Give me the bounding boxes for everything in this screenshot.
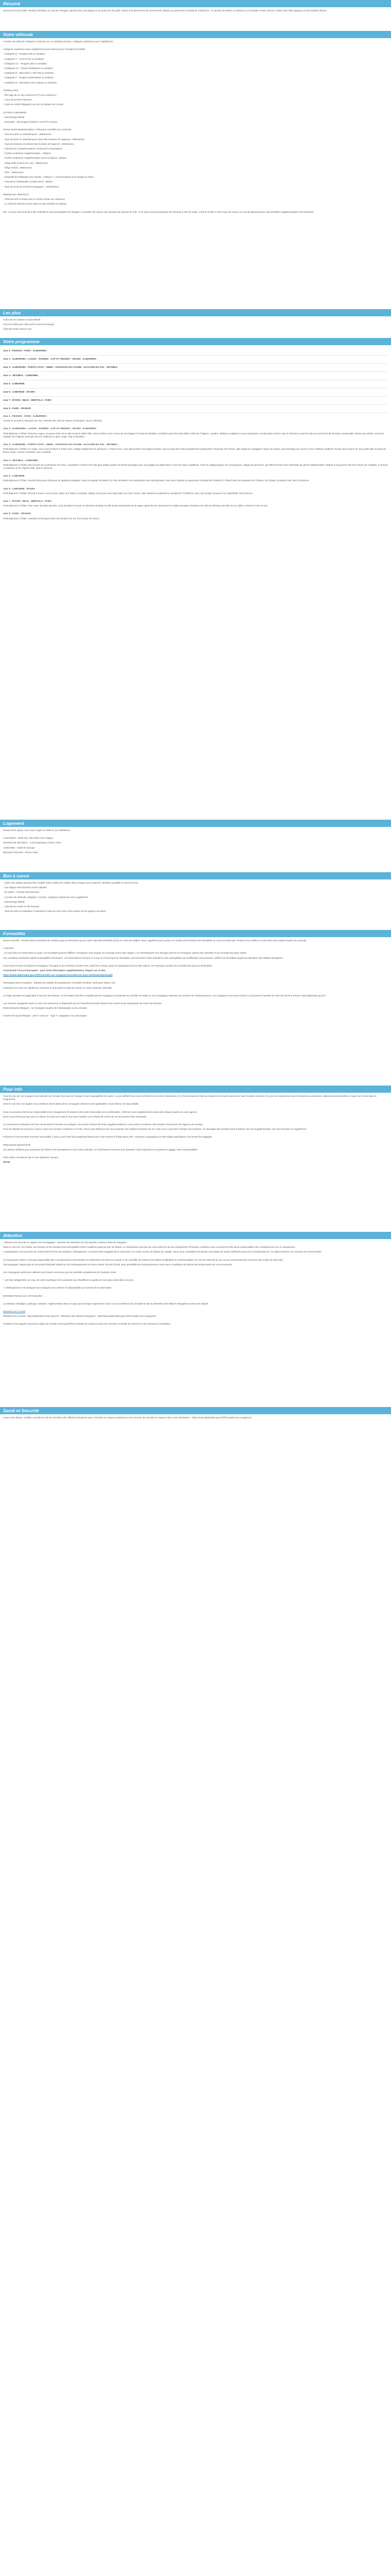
day-text: Petit-déjeuner à l'hôtel. Journée libre pour découvrir la capitale portugaise. Dans le quartier de Belém, la Tour de Belém et le Monastère des Hiéronymites, tous deux classés au patrimoine mondial de l'UNESCO. Flânez dans les quartiers de l'Alfama, du Chiado, du Bairro Alto. Nuit à Lisbonne.	[3, 479, 310, 482]
formalities-text: Passeport en cours de validité (au minimum 6 mois après la date de retour) ou carte nationale d'identité.	[3, 986, 112, 989]
formalities-text: Ressortissants étrangers : se renseigner auprès de l'ambassade ou du consulat.	[3, 1007, 88, 1010]
info-text: Votre séjour est assuré par le tour-opérateur suivant :	[3, 1156, 59, 1159]
attention-text: La situation climatique, politique, sanitaire, réglementaire dans un pays peut changer rapidement. Nous vous conseillons de consulter le site du Ministère des Affaires étrangères avant votre départ.	[3, 1302, 209, 1305]
list-item: - Taxe de livraison en dehors des horaires de l'agence : 35€/service.	[3, 142, 75, 145]
program-day[interactable]: Jour 4 : SETUBAL - LISBONNE	[3, 372, 388, 380]
list-item: - Ordre des étapes pouvant être modifié mais nombre de nuitées dans chaque zone respecté. Itinéraire possible en sens inverse.	[3, 882, 139, 884]
health-ministry-link[interactable]: Ministère de la Santé	[3, 1310, 26, 1313]
program-day[interactable]: Jour 3 : ALBUFEIRA - PORTO COVO - SINES - SANTIAGO DO CACEM - ALCACER DO SAL - SETUBAL	[3, 364, 388, 372]
info-text: Tous les prix de nos voyages sont calculés sur la base d'un taux de change et sont susceptibles de varier. Le prix définitif vous sera confirmé lors de votre réservation. Ils n'incluent pas les frais de dossier et les taxes aériennes. Sauf mention contraire, les prix ne comprennent pas les boissons, pourboires, dépenses personnelles et repas non inclus dans le programme.	[3, 1095, 378, 1101]
attention-section	[0, 1232, 391, 1407]
list-item: - Kilométrage illimité.	[3, 900, 25, 903]
list-item: Choix de vos visites en toute liberté	[3, 318, 41, 321]
list-item: - Catégorie B : Peugeot 208 ou similaire.	[3, 53, 46, 56]
highlights-header: Les plus	[0, 309, 391, 316]
formalities-text: La règle suivante est applicable à tous les formulaires : le formulaire doit être complété par les voyageurs et présenté au contrôle de santé ou à la compagnie aérienne au moment de l'embarquement. Les voyageurs sont tenus d'avoir ce document à portée de main lors de leur arrivée. www.diplomatie.gouv.fr	[3, 994, 326, 997]
program-day[interactable]: Jour 2 : ALBUFEIRA - LAGOS - SAGRES - CAP ST VINCENT - SILVES - ALBUFEIRA	[3, 355, 388, 364]
formalities-header: Formalités	[0, 930, 391, 937]
list-item: - Siège enfant : 35€/service.	[3, 166, 33, 169]
good-to-know-header: Bon à savoir	[0, 872, 391, 879]
attention-text: Ministère de la Santé : http://solidarites-sante.gouv.fr/ - Ministère des Affaires étrangères : http://www.diplomatie.gouv.fr/fr/conseils-aux-voyageurs/	[3, 1315, 156, 1318]
list-item: - Catégorie C2 : Citroën Multispace ou similaire.	[3, 67, 54, 70]
vehicle-header: Votre véhicule	[0, 31, 391, 38]
list-item: - Assurances CDW et TW incluses.	[3, 905, 40, 908]
attention-text: Toutefois il est rappelé qu'aucune région du monde n'est aujourd'hui exempte de risques et qu'il est vivement conseillé de souscrire à une assurance annulation.	[3, 1323, 171, 1326]
formalities-text: Les conditions sanitaires restent susceptibles d'évolution. Les informations fournies à ce jour et concernant les formalités, sont données à titre indicatif et sont susceptibles de modification sans préavis. Vérifiez les formalités auprès du Ministère des Affaires étrangères.	[3, 956, 284, 959]
summary-section	[0, 0, 391, 31]
program-header: Votre programme	[0, 338, 391, 345]
list-item: LISBONNE : Hotel 3K Europa	[3, 846, 35, 849]
attention-text: * Les frais obligatoires, de visa, de carte touristique et le pourboire aux chauffeurs et guides ne sont pas inclus dans nos prix.	[3, 1279, 134, 1282]
list-item: - Taxe de prise et restitution à l'aéroport et taxe de rond 10% (Hors taxes) de 5% payées sur place.	[3, 910, 107, 913]
vehicle-category-title: Catégorie supérieure avec supplément (sous réserve pour connaitre les tarifs) :	[3, 48, 87, 51]
list-item: - Carte de crédit obligatoire au nom du titulaire du contrat.	[3, 103, 64, 106]
list-item: - Taxe de prise en main/aéroport : 25€/service.	[3, 133, 52, 136]
formalities-text: Bonne nouvelle : l'entrée dans le territoire de certains pays ne demande qu'une carte nationale d'identité (CNI) en cours de validité. Nous rappelons que la prise en compte de l'évolution des formalités ne nous incombe pas. Pensez à les vérifier 3 mois avant votre départ auprès du consulat.	[3, 939, 307, 942]
info-text: La convention à l'aéroport de Faro est facturée à l'arrivée et au départ, vous serez facturé des frais supplémentaires si vous arrivez en dehors des horaires d'ouverture de l'agence de location.	[3, 1123, 204, 1126]
return-title: REMISE DU VÉHICULE	[3, 193, 29, 196]
health-section	[0, 1407, 391, 1434]
info-header: Pour info	[0, 1086, 391, 1093]
day-text: Petit-déjeuner à l'hôtel. Direction Évora. Sur la route, faites une halte à Arraiolos, village connu pour ses tapis faits à la main. Évora, ville classée au patrimoine mondial de l'UNESCO, avec son temple romain et sa Cathédrale. Nuit à Évora.	[3, 492, 253, 495]
accommodation-intro: Durant votre séjour, vous serez logés en hôtel 4* (ou similaires) :	[3, 829, 71, 832]
day-title: Jour 1 : FRANCE - FARO - ALBUFEIRA	[3, 415, 47, 417]
accommodation-header: Logement	[0, 820, 391, 827]
list-item: - 2 ans de permis minimum.	[3, 98, 32, 101]
day-title: Jour 2 : ALBUFEIRA - LAGOS - SAGRES - CAP ST VINCENT - SILVES - ALBUFEIRA	[3, 427, 96, 430]
vehicle-section	[0, 31, 391, 309]
accommodation-section	[0, 820, 391, 872]
list-item: - Taxe de sortie de territoire (Espagne) : 120€/service.	[3, 185, 60, 188]
list-item: REGION D'ÉVORA : Évora Hotel	[3, 851, 38, 854]
formalities-text: Concernant l'Union Européenne (Espagne, Portugal) et les territoires d'outre-mer, seuls les touristes ayant un passeport peuvent être admis. Se renseigner auprès du consulat des pays de destination.	[3, 964, 213, 967]
list-item: - Taxe de prise en main/aéroport (hors des horaires de l'agence) : 30€/service.	[3, 138, 86, 141]
day-title: Jour 8 : FARO - FRANCE	[3, 512, 31, 515]
day-title: Jour 5 : LISBONNE	[3, 474, 25, 478]
good-to-know-section	[0, 872, 391, 930]
program-day[interactable]: Jour 6 : LISBONNE - ÉVORA	[3, 388, 388, 397]
formalities-note-title: A NOTER	[3, 947, 14, 950]
formalities-section	[0, 930, 391, 1086]
day-title: Jour 7 : ÉVORA - BEJA - MERTOLA - FARO	[3, 500, 52, 503]
summary-text: Découvrez la très belle Alentejo (Alentejo) au sud du Portugal, réputée pour ses plages et ses parcours de golfs. Partez à la découverte de monuments classés au patrimoine mondial de l'UNESCO : le quartier de Belém à Lisbonne ou le temple romain d'Évora. Visitez des villes typiques et des pueblos blancs.	[3, 9, 328, 12]
health-text: Avant votre départ, veuillez consulter le site du ministère des Affaires étrangères pour connaître les risques sanitaires et les mesures de sécurité en vigueur dans votre destination : https://www.diplomatie.gouv.fr/fr/conseils-aux-voyageurs/	[3, 1416, 252, 1419]
list-item: - Kilométrage illimité.	[3, 115, 25, 118]
list-item: - Siège bébé (moins de 1 an) : 35€/service.	[3, 161, 48, 164]
list-item: - Catégorie C1 : Peugeot 308 ou similaire.	[3, 62, 47, 65]
program-day[interactable]: Jour 8 : FARO - FRANCE	[3, 405, 388, 413]
day-title: Jour 3 : ALBUFEIRA - PORTO COVO - SINES - SANTIAGO DO CACEM - ALCACER DO SAL - SETUBAL	[3, 443, 118, 446]
info-text: Nous ne pouvons être tenus responsables d'un changement d'horaires entre votre réservation et la confirmation. Informez-vous régulièrement avant votre départ auprès de votre agence.	[3, 1110, 198, 1113]
info-text: Prévenez si vos horaires d'arrivée sont tardifs, il peut y avoir des frais supplémentaires pour votre arrivée à l'hôtel après 23h. Certaines compagnies ont des règles spécifiques concernant les bagages.	[3, 1136, 213, 1139]
program-day[interactable]: Jour 5 : LISBONNE	[3, 380, 388, 388]
list-item: Véhicule inclus dans le prix	[3, 328, 32, 331]
program-section	[0, 338, 391, 820]
day-text: Petit-déjeuner à l'hôtel. Pour votre dernière journée, vous prendrez la route en direction de Beja, la ville la plus importante de la région après Évora. Découvrez la région du Baixo Alentejo et la ville de Mértola, perchée sur la colline. Arrivée à Faro et nuit.	[3, 504, 268, 507]
list-item: - Véhicule pris et rendu avec le même niveau de carburant.	[3, 198, 66, 201]
info-text: Pour les départs de province, il peut y avoir une escale à Lisbonne ou Porto. Nous nous efforçons de vous proposer les meilleurs horaires de vol, mais ceux-ci peuvent changer sans préavis. Un décalage des horaires peut entraîner une nuit supplémentaire, qui sera facturée en supplément.	[3, 1128, 307, 1131]
attention-text: * L'hébergement et le transport sont indiqués sous réserve de disponibilité au moment de la réservation.	[3, 1286, 112, 1290]
day-text: Arrivée et accueil à l'aéroport de Faro. Remise des clés de voiture à l'aéroport. Nuit à Albufeira.	[3, 419, 103, 422]
day-text: Petit-déjeuner à l'hôtel. Transfert à l'aéroport selon les horaires de vol. Envol pour la France.	[3, 517, 100, 520]
vehicle-note: NB : Les prix sont donnés à titre indicatif et sont susceptibles de changer. La location de voiture est calculée par période de 24h : si le client prend possession du véhicule à 10h du matin, il doit le rendre à 10h le jour de retour. En cas de dépassement, des pénalités supplémentaires sont facturées.	[3, 210, 315, 213]
formalities-text: - Si vous êtes en transit dans un pays, les formalités peuvent différer, renseignez-vous auprès du consulat avant votre départ. Les ressortissants non français doivent se renseigner auprès des autorités et du consulat des pays visités.	[3, 952, 247, 955]
program-details	[0, 413, 391, 820]
day-title: Jour 6 : LISBONNE - ÉVORA	[3, 487, 36, 490]
list-item: - Les étapes sont données à titre indicatif.	[3, 886, 47, 889]
list-item: - Être âgé de 21 ans minimum et 75 ans maximum.	[3, 94, 57, 97]
list-item: - Catégorie M : Mercedes Vito 9 places ou similaire.	[3, 81, 58, 84]
vehicle-intro: Location de véhicule catégorie A (Citroën C1 ou similaire) incluse, catégorie supérieure avec supplément.	[3, 40, 113, 43]
list-item: - En option : formule demi-pension.	[3, 891, 40, 894]
summary-header: Résumé	[0, 0, 391, 7]
list-item: - Forfait conducteur supplémentaire (max 10 €/jour) : 5€/jour.	[3, 157, 67, 160]
attention-text: Tout passager n'ayant pas de document d'identité valide lors de l'embarquement se verra refuser l'accès à bord, sans possibilité de remboursement. Nous vous conseillons de prévoir des photocopies de vos documents.	[3, 1263, 233, 1266]
program-day-list	[0, 345, 391, 413]
info-text: Nous vous informons que pour un séjour, les prix sont soumis aux taxes locales. Les enfants de moins de 18 ans peuvent être exemptés.	[3, 1115, 147, 1118]
info-text: Les photos utilisées pour présenter les hôtels et les prestations le sont à titre indicatif. Les informations fournies sont données à titre indicatif et ne sauraient engager notre responsabilité.	[3, 1148, 198, 1151]
list-item: Parcours idéal pour découvrir le sud du Portugal	[3, 323, 54, 326]
attention-text: Les compagnies aériennes utilisées sont toutes reconnues par les autorités européennes de l'aviation civile.	[3, 1271, 117, 1274]
list-item: - Le véhicule doit être rendu dans un état similaire au départ.	[3, 202, 67, 206]
price-includes-title: LE PRIX COMPREND	[3, 111, 27, 114]
formalities-text: Les mineurs voyageant seuls ou avec une personne ne disposant pas de l'autorité parentale doivent être munis d'une autorisation de sortie du territoire.	[3, 1002, 162, 1005]
vehicle-category-list	[3, 53, 388, 84]
list-item: - Catégorie C : Ford Focus ou similaire.	[3, 57, 45, 60]
list-item: ALBUFEIRA : Brisa Sol, Vila Galé Cerro Alagoa	[3, 837, 53, 840]
attention-text: * Mesures de sécurité en vigueur sur les bagages : mesures de restriction sur les liquides contenus dans les bagages.	[3, 1241, 127, 1244]
list-item: - Dispositif de télépéage (Via Verde) : 2,5€/jour + consommations à la charge du client.	[3, 176, 94, 179]
formalities-text: Renseignements frontaliers : (tableau de validité des passeports, formalités d'entrée, tarifs pour séjour, etc).	[3, 981, 116, 985]
list-item: - Assurances complémentaires conducteur et passagers.	[3, 147, 63, 150]
attention-subtitle: INFORMATIONS AUX VOYAGEURS :	[3, 1294, 43, 1297]
list-item: - Catégorie D : Mercedes C 200 SW ou similaire.	[3, 72, 55, 75]
list-item: - Assurance Individuelle Accident (PAI) : 6€/jour.	[3, 180, 54, 183]
formalities-title: FORMALITÉS	[3, 89, 19, 92]
day-text: Petit-déjeuner à l'hôtel. Découverte de la péninsule de Troia, considérée comme l'une des plus belles parties de littoral portugais avec ses plages de sable blanc et de ses eaux cristallines. Arrêt au village typique de Carrasqueira, village de pêcheurs, qui offrent encore des méthodes de pêche traditionnelles. Départ le long de la côte de la Serra de Arrábida, et arrivée à Lisbonne en fin d'après-midi. Nuit à Lisbonne.	[3, 463, 388, 470]
info-section	[0, 1086, 391, 1232]
formalities-link-label: Concernant l'Accord Européen : pour toute information supplémentaire, cliquez sur ce lien	[3, 969, 106, 972]
program-day[interactable]: Jour 7 : ÉVORA - BEJA - MERTOLA - FARO	[3, 397, 388, 405]
list-item: - Forfait conducteur supplémentaire : 20€/jour.	[3, 152, 52, 155]
list-item: - GPS : 35€/service.	[3, 171, 25, 174]
attention-text: Dans le cas d'un vol charter, les horaires et les escales sont susceptibles d'être modifiées jusqu'au jour du départ. Le transporteur est tenu de nous informer de tout changement d'horaires, toutefois nous ne pourrons être tenus responsables des conséquences de ce changement.	[3, 1246, 296, 1249]
list-item: - Garanties : dommages (CDW) et vol (TP) incluses.	[3, 121, 58, 124]
day-title: Jour 4 : SETUBAL - LISBONNE	[3, 459, 38, 462]
list-item: - Catégorie F : Peugeot 3008 Diesel ou similaire.	[3, 76, 55, 79]
day-text: Petit-déjeuner à l'hôtel. Direction Lagos, un joyau entre de la côte et de la vieille ville. Vous rendrez vous à l'une de ses plages à Ponta da Piedade considéré parmi les plus belles côtes de l'Algarve : grottes, falaises sculptées et eaux turquoises. Continuation vers le Cap St Vincent, le point le plus au sud-ouest de l'Europe continentale. Retour par Silves, ancienne capitale de l'Algarve dominée par son château en grès rouge. Nuit à Albufeira.	[3, 432, 384, 438]
info-subtitle: PRÉCISION DESCRIPTIF	[3, 1143, 31, 1146]
tour-operator: FRAM	[3, 1161, 10, 1164]
list-item: - Location de véhicule catégorie A incluse, catégorie supérieure avec supplément.	[3, 895, 89, 899]
attention-text: L'organisateur n'est pas tenu de rembourser les frais de transport, hébergement, ou autres frais engagés par le client pour se rendre au lieu de départ du voyage. Nous vous conseillons de prévoir une marge de temps suffisante pour vos correspondances. Un délai minimum de 3 heures est recommandé.	[3, 1250, 322, 1253]
formalities-text: COURANT ÉLECTRIQUE : 230 V et 50 Hz - Type F. Adaptateur non nécessaire.	[3, 1014, 88, 1018]
day-text: Petit-déjeuner à l'hôtel. Ce matin, vous vous rendrez à Porto Covo, village traditionnel de pêcheurs. À Porto Covo, vous découvrirez ses plages isolées, tout au long des côtes parfaitement préservées. Poursuite vers Sines, ville natale du navigateur Vasco de Gama, puis Santiago do Cacem et son château médiéval. Route vers Alcacer do Sal, petite ville au bord du fleuve Sado. Arrivée à Setubal, nuit à Setubal.	[3, 448, 386, 454]
highlights-section	[0, 309, 391, 338]
health-header: Santé et Sécurité	[0, 1407, 391, 1414]
program-day[interactable]: Jour 1 : FRANCE - FARO - ALBUFEIRA	[3, 347, 388, 355]
attention-header: Attention	[0, 1232, 391, 1239]
info-text: Dans le cas d'un vol régulier, les conditions d'annulation de la compagnie aérienne sont applicables, sous réserve de disponibilité.	[3, 1103, 139, 1106]
diplomatie-link[interactable]: https://www.diplomatie.gouv.fr/fr/conseils-aux-voyageurs/conseils-par-pays-destination/portugal/	[3, 974, 113, 977]
attention-text: Le transporteur aérien n'est pas responsable des correspondances ferroviaires ou aériennes non liées au contrat. Il est conseillé de réserver des billets modifiables et remboursables. En cas de retard lié au vol, aucun remboursement ne pourra être exigé de notre part.	[3, 1258, 284, 1261]
extra-fees-title: FRAIS SUPPLÉMENTAIRES À RÉGLER AUPRÈS DU LOUEUR	[3, 128, 72, 131]
list-item: REGION DE SETUBAL : Luna Esperança Centro Hotel	[3, 841, 61, 844]
